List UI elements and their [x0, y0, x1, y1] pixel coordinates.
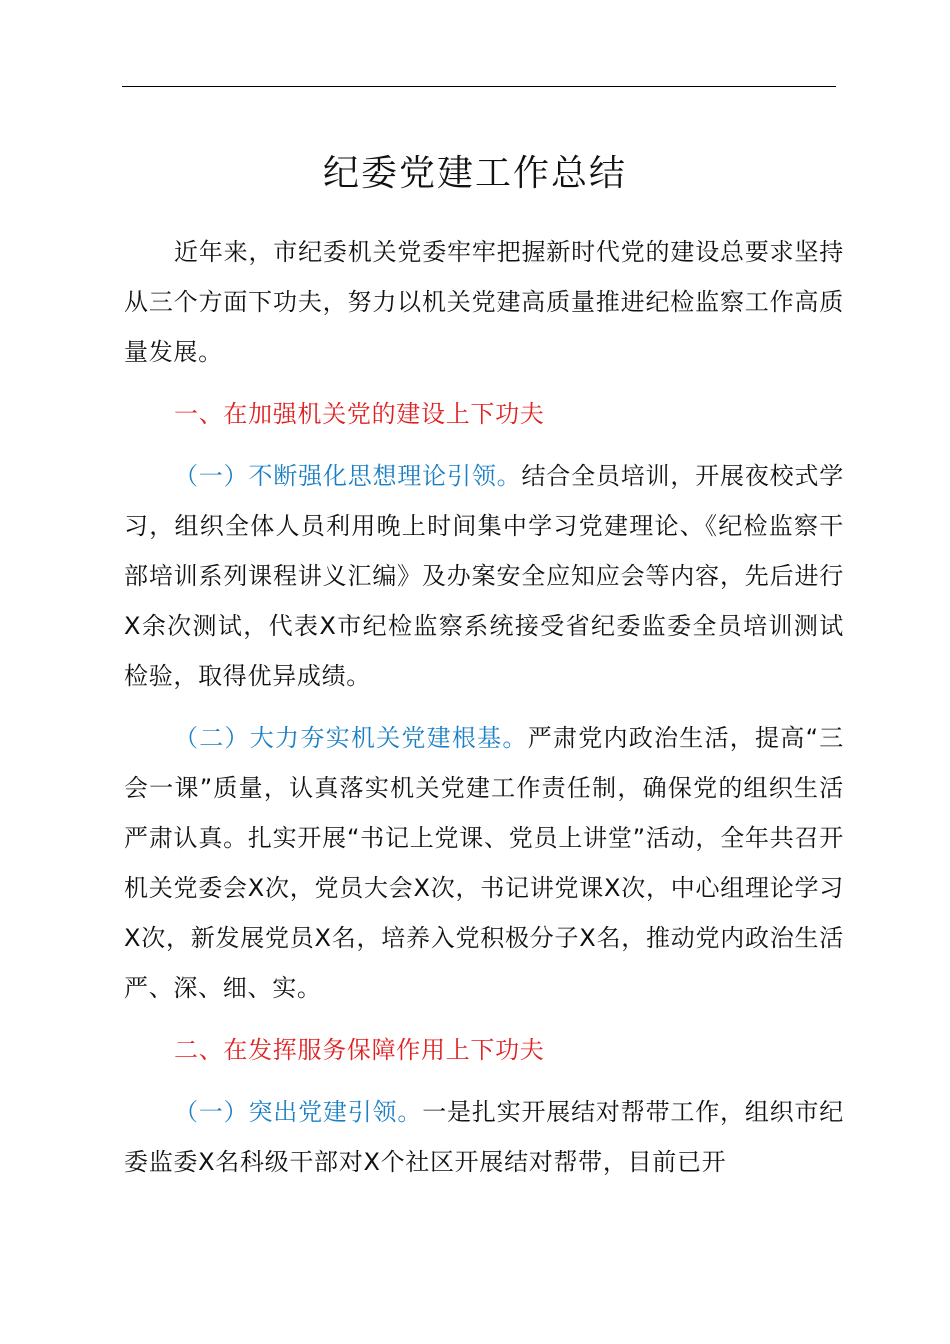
section-1-item-1-text: 结合全员培训，开展夜校式学习，组织全体人员利用晚上时间集中学习党建理论、《纪检监察干部培训系列课程讲义汇编》及办案安全应知应会等内容，先后进行X余次测试，代表X市纪检监察系统接受省纪委监委全员培训测试检验，取得优异成绩。 [124, 462, 844, 690]
section-1-item-1-subheading: （一）不断强化思想理论引领。 [174, 462, 522, 490]
section-1-item-2-text: 严肃党内政治生活，提高“三会一课”质量，认真落实机关党建工作责任制，确保党的组织生活严肃认真。扎实开展“书记上党课、党员上讲堂”活动，全年共召开机关党委会X次，党员大会X次，书记讲党课X次，中心组理论学习X次，新发展党员X名，培养入党积极分子X名，推动党内政治生活严、深、细、实。 [124, 724, 844, 1002]
document-title: 纪委党建工作总结 [322, 153, 627, 194]
section-heading-2: 二、在发挥服务保障作用上下功夫 [174, 1036, 545, 1064]
document-body [124, 227, 844, 1199]
section-2-item-1-text: 一是扎实开展结对帮带工作，组织市纪委监委X名科级干部对X个社区开展结对帮带，目前已开 [124, 1098, 845, 1176]
section-2-item-1 [124, 1087, 844, 1187]
section-1-item-1 [124, 451, 844, 701]
section-1-item-2 [124, 713, 844, 1013]
intro-paragraph: 近年来，市纪委机关党委牢牢把握新时代党的建设总要求坚持从三个方面下功夫，努力以机关党建高质量推进纪检监察工作高质量发展。 [124, 238, 844, 366]
section-heading-1: 一、在加强机关党的建设上下功夫 [174, 400, 545, 428]
section-2-item-1-subheading: （一）突出党建引领。 [174, 1098, 423, 1126]
header-rule [122, 86, 836, 87]
section-1-item-2-subheading: （二）大力夯实机关党建根基。 [174, 724, 528, 752]
